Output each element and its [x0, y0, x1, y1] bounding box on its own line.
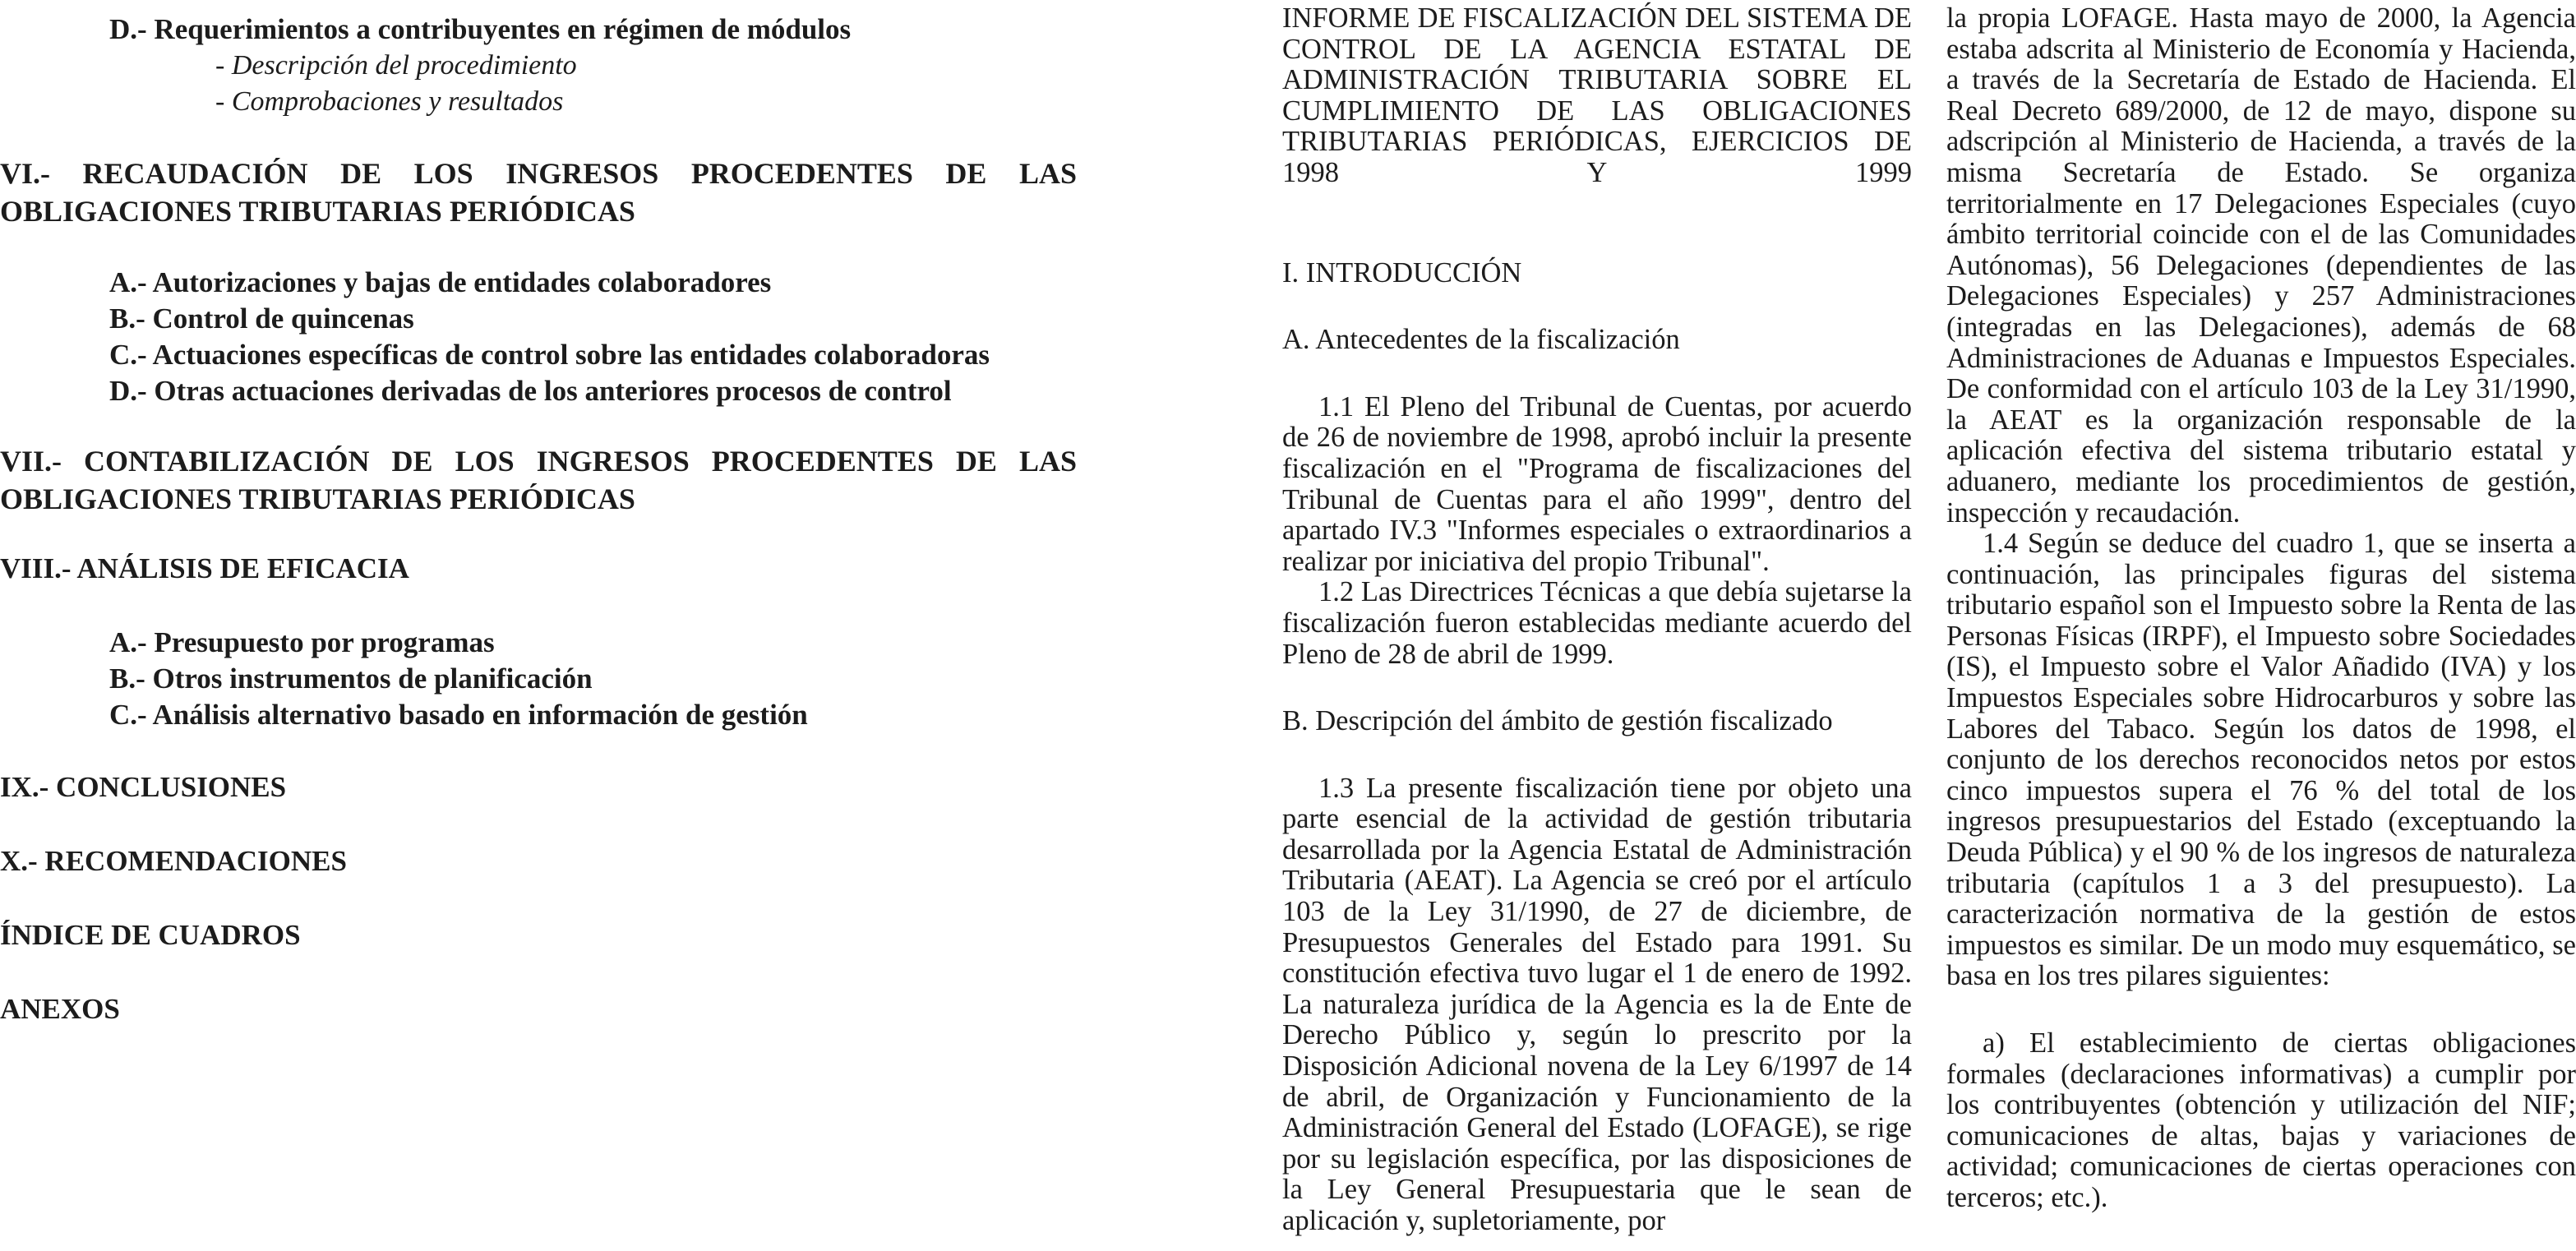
- section-heading-introduccion: I. INTRODUCCIÓN: [1282, 256, 1522, 289]
- paragraph-1-3-continued: la propia LOFAGE. Hasta mayo de 2000, la Agencia estaba adscrita al Ministerio de Economía y Hacienda, a través de la Secretaría de Estado de Hacienda. El Real Decreto 689/2000, de 12 de mayo, dispone su adscripción al Ministerio de Hacienda, a través de la misma Secretaría de Estado. Se organiza territorialmente en 17 Delegaciones Especiales (cuyo ámbito territorial coincide con el de las Comunidades Autónomas), 56 Delegaciones (dependientes de las Delegaciones Especiales) y 257 Administraciones (integradas en las Delegaciones), además de 68 Administraciones de Aduanas e Impuestos Especiales. De conformidad con el artículo 103 de la Ley 31/1990, la AEAT es la organización responsable de la aplicación efectiva del sistema tributario estatal y aduanero, mediante los procedimientos de gestión, inspección y recaudación.: [1946, 2, 2576, 529]
- toc-entry-viii-c: C.- Análisis alternativo basado en información de gestión: [109, 699, 808, 731]
- toc-heading-viii: VIII.- ANÁLISIS DE EFICACIA: [0, 552, 409, 584]
- toc-heading-indice: ÍNDICE DE CUADROS: [0, 919, 301, 951]
- report-title: INFORME DE FISCALIZACIÓN DEL SISTEMA DE CONTROL DE LA AGENCIA ESTATAL DE ADMINISTRACIÓN TRIBUTARIA SOBRE EL CUMPLIMIENTO DE LAS OBLIGACIONES TRIBUTARIAS PERIÓDICAS, EJERCICIOS DE 1998 Y 1999: [1282, 2, 1912, 188]
- toc-heading-vi: VI.- RECAUDACIÓN DE LOS INGRESOS PROCEDENTES DE LAS: [0, 157, 1077, 190]
- toc-heading-vi-line2: OBLIGACIONES TRIBUTARIAS PERIÓDICAS: [0, 195, 635, 228]
- toc-heading-vii: VII.- CONTABILIZACIÓN DE LOS INGRESOS PROCEDENTES DE LAS: [0, 445, 1077, 478]
- toc-entry-viii-a: A.- Presupuesto por programas: [109, 626, 495, 658]
- report-column-2: [1946, 3, 2576, 1214]
- toc-entry-vi-c: C.- Actuaciones específicas de control sobre las entidades colaboradoras: [109, 339, 990, 371]
- toc-entry-vi-b: B.- Control de quincenas: [109, 302, 414, 335]
- toc-heading-ix: IX.- CONCLUSIONES: [0, 771, 287, 803]
- toc-entry-d-comprobaciones: - Comprobaciones y resultados: [215, 86, 564, 117]
- report-column-1: [1282, 3, 1912, 1237]
- toc-heading-x: X.- RECOMENDACIONES: [0, 845, 347, 877]
- toc-entry-d-requerimientos: D.- Requerimientos a contribuyentes en régimen de módulos: [109, 13, 852, 45]
- subsection-heading-descripcion: B. Descripción del ámbito de gestión fiscalizado: [1282, 705, 1833, 737]
- toc-entry-viii-b: B.- Otros instrumentos de planificación: [109, 662, 593, 695]
- toc-heading-anexos: ANEXOS: [0, 993, 120, 1025]
- paragraph-1-3: 1.3 La presente fiscalización tiene por objeto una parte esencial de la actividad de gestión tributaria desarrollada por la Agencia Estatal de Administración Tributaria (AEAT). La Agencia se creó por el artículo 103 de la Ley 31/1990, de 27 de diciembre, de Presupuestos Generales del Estado para 1991. Su constitución efectiva tuvo lugar el 1 de enero de 1992. La naturaleza jurídica de la Agencia es la de Ente de Derecho Público y, según lo prescrito por la Disposición Adicional novena de la Ley 6/1997 de 14 de abril, de Organización y Funcionamiento de la Administración General del Estado (LOFAGE), se rige por su legislación específica, por las disposiciones de la Ley General Presupuestaria que le sean de aplicación y, supletoriamente, por: [1282, 772, 1912, 1236]
- toc-heading-vii-line2: OBLIGACIONES TRIBUTARIAS PERIÓDICAS: [0, 482, 635, 515]
- toc-entry-vi-d: D.- Otras actuaciones derivadas de los anteriores procesos de control: [109, 375, 952, 407]
- paragraph-1-2: 1.2 Las Directrices Técnicas a que debía sujetarse la fiscalización fueron establecidas mediante acuerdo del Pleno de 28 de abril de 1999.: [1282, 576, 1912, 670]
- paragraph-1-4: 1.4 Según se deduce del cuadro 1, que se inserta a continuación, las principales figuras del sistema tributario español son el Impuesto sobre la Renta de las Personas Físicas (IRPF), el Impuesto sobre Sociedades (IS), el Impuesto sobre el Valor Añadido (IVA) y los Impuestos Especiales sobre Hidrocarburos y sobre las Labores del Tabaco. Según los datos de 1998, el conjunto de los derechos reconocidos netos por estos cinco impuestos supera el 76 % del total de los ingresos presupuestarios del Estado (exceptuando la Deuda Pública) y el 90 % de los ingresos de naturaleza tributaria (capítulos 1 a 3 del presupuesto). La caracterización normativa de la gestión de estos impuestos es similar. De un modo muy esquemático, se basa en los tres pilares siguientes:: [1946, 528, 2576, 992]
- subsection-heading-antecedentes: A. Antecedentes de la fiscalización: [1282, 324, 1680, 356]
- toc-entry-d-descripcion: - Descripción del procedimiento: [215, 50, 577, 81]
- paragraph-1-1: 1.1 El Pleno del Tribunal de Cuentas, por acuerdo de 26 de noviembre de 1998, aprobó incluir la presente fiscalización en el "Programa de fiscalizaciones del Tribunal de Cuentas para el año 1999", dentro del apartado IV.3 "Informes especiales o extraordinarios a realizar por iniciativa del propio Tribunal".: [1282, 390, 1912, 577]
- list-item-a: a) El establecimiento de ciertas obligaciones formales (declaraciones informativas) a cumplir por los contribuyentes (obtención y utilización del NIF; comunicaciones de altas, bajas y variaciones de actividad; comunicaciones de ciertas operaciones con terceros; etc.).: [1946, 1027, 2576, 1213]
- toc-entry-vi-a: A.- Autorizaciones y bajas de entidades colaboradores: [109, 266, 772, 298]
